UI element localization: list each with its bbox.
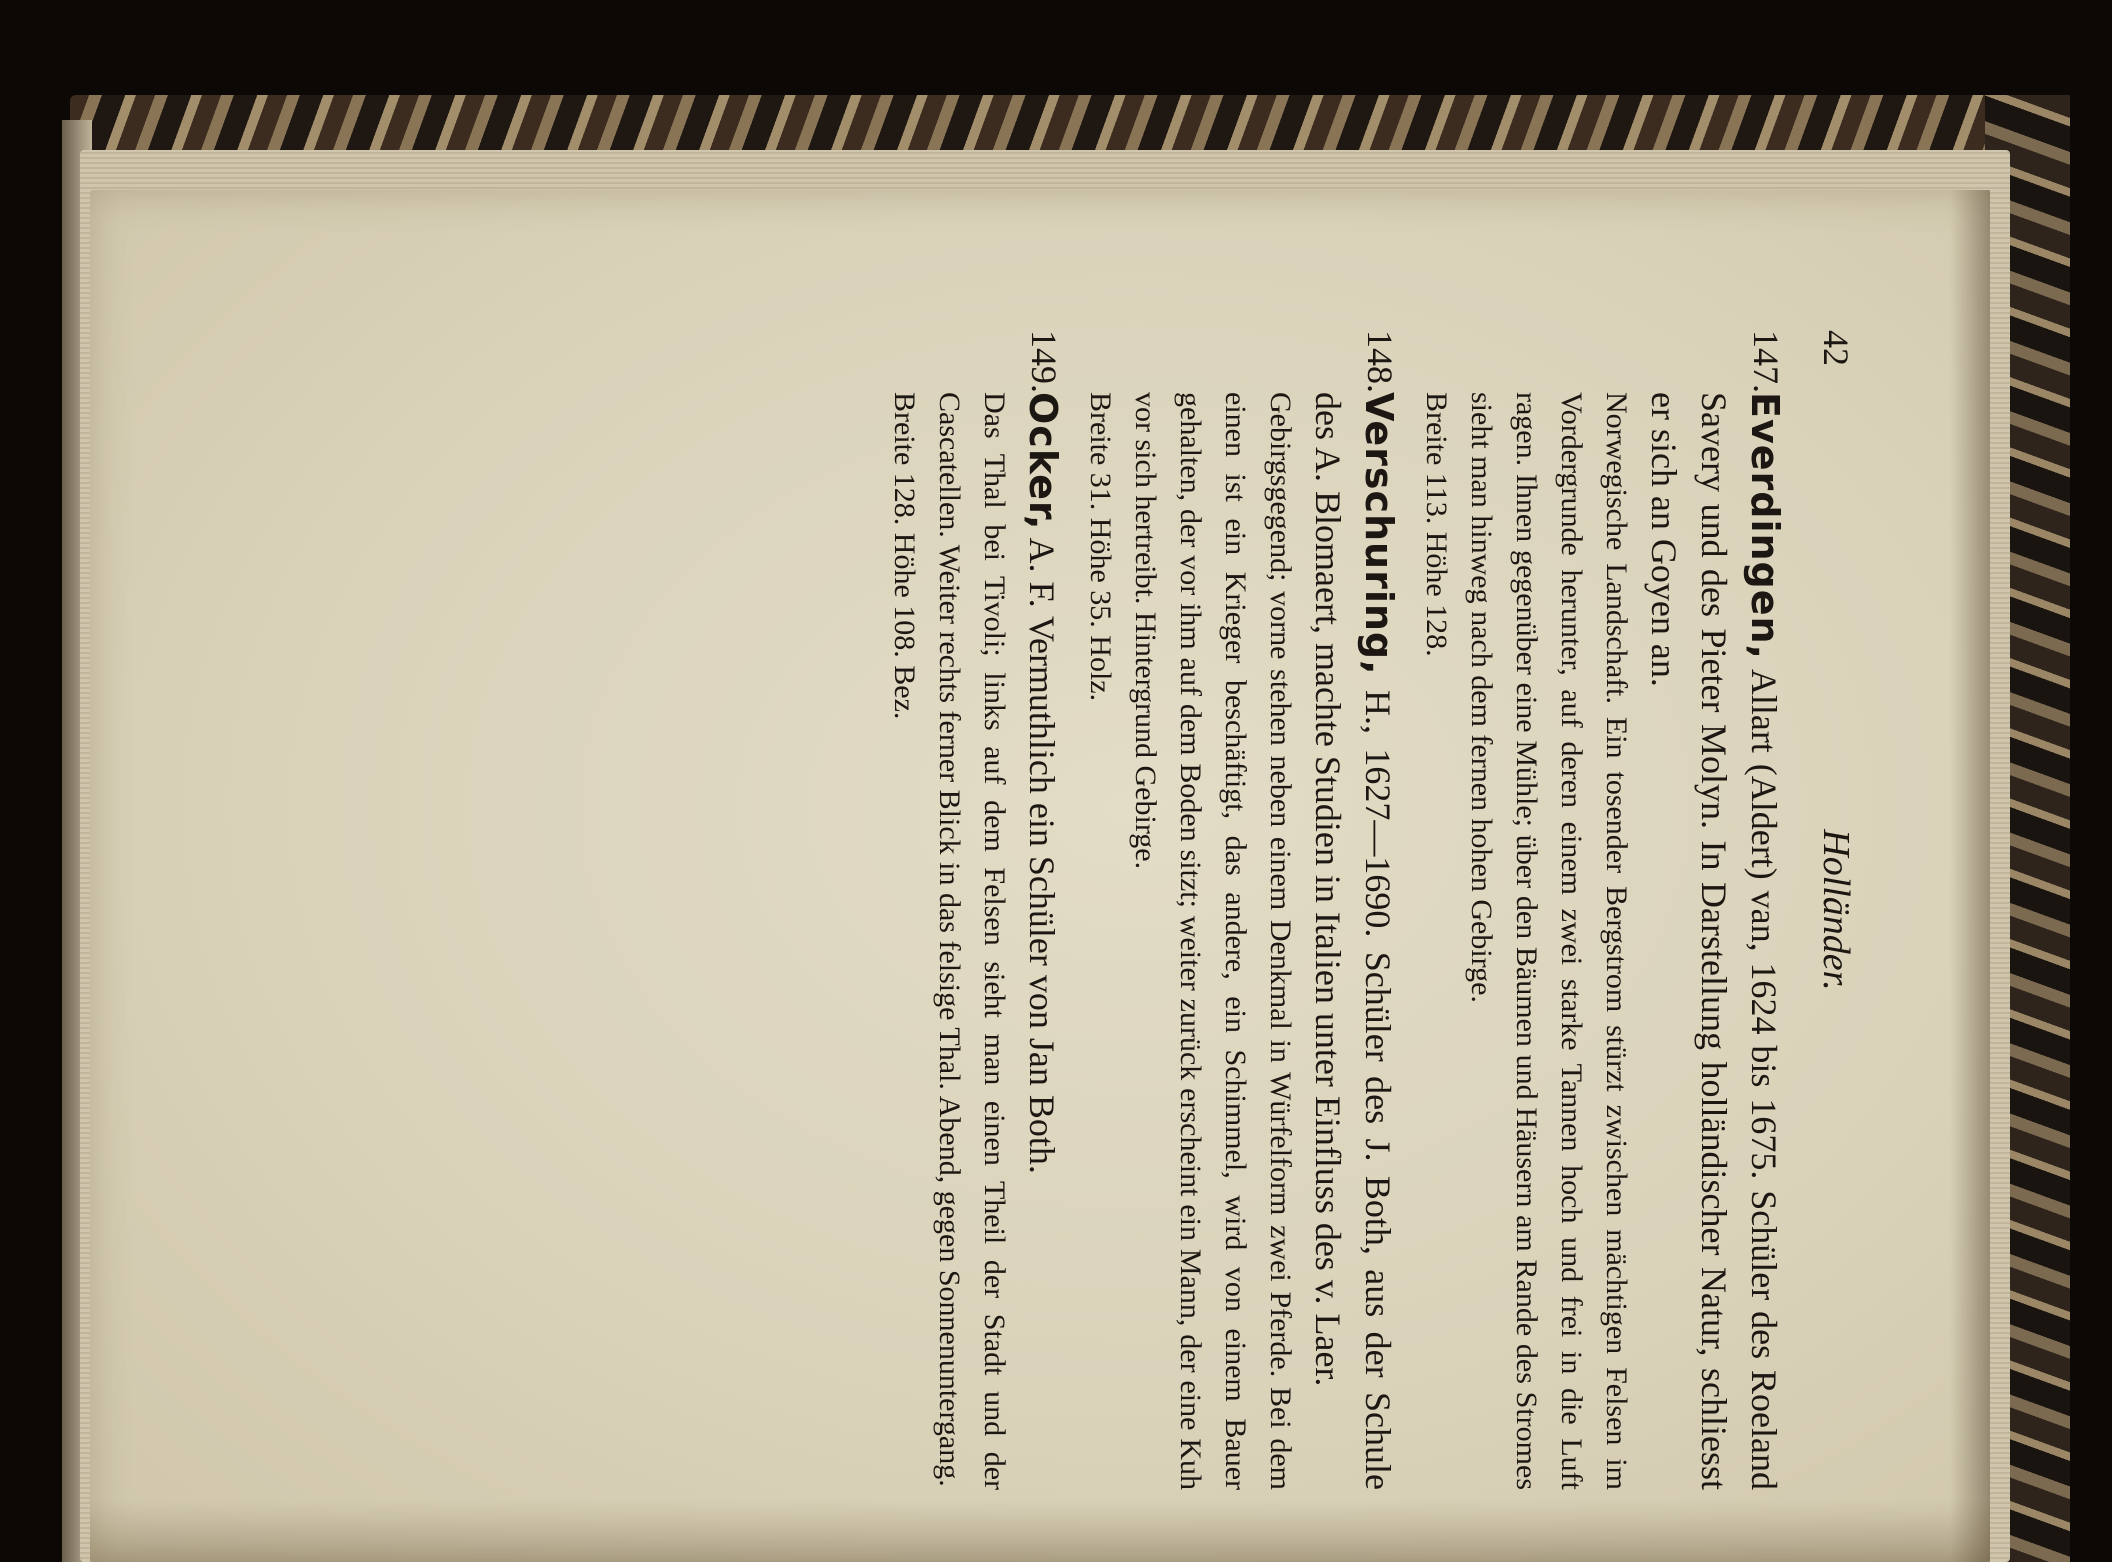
painting-measurements: Breite 128. Höhe 108. Bez. xyxy=(888,392,921,720)
catalog-entry-148 xyxy=(1078,330,1404,1490)
running-title: Holländer. xyxy=(1815,829,1857,991)
entry-number: 147. xyxy=(1746,330,1786,393)
entry-number: 148. xyxy=(1360,330,1400,393)
page-bottom-fold xyxy=(90,1500,1990,1562)
artist-name: Verschuring, xyxy=(1357,392,1401,676)
artist-bio: H., 1627—1690. Schüler des J. Both, aus der Schule des A. Blomaert, machte Studien in Italien unter Einfluss des v. Laer. xyxy=(1308,392,1398,1490)
rotated-page-text xyxy=(320,330,1860,1490)
entry-heading xyxy=(1303,392,1404,1490)
page-number: 42 xyxy=(1816,330,1856,366)
entry-heading xyxy=(1017,392,1068,1490)
entry-heading xyxy=(1639,392,1790,1490)
page-header xyxy=(1790,330,1860,1490)
artist-bio: A. F. Vermuthlich ein Schüler von Jan Both. xyxy=(1022,530,1062,1174)
painting-description: Das Thal bei Tivoli; links auf dem Felsen sieht man einen Theil der Stadt und der Cascatellen. Weiter rechts ferner Blick in das felsige Thal. Abend, gegen Sonnenuntergang. xyxy=(933,392,1011,1490)
page-edge-shadow xyxy=(1950,190,1990,1562)
entry-number: 149. xyxy=(1024,330,1064,393)
artist-bio: Allart (Aldert) van, 1624 bis 1675. Schüler des Roeland Savery und des Pieter Molyn. In Darstellung holländischer Natur, schliesst er sich an Goyen an. xyxy=(1644,392,1784,1490)
painting-measurements: Breite 31. Höhe 35. Holz. xyxy=(1084,392,1117,702)
painting-measurements: Breite 113. Höhe 128. xyxy=(1420,392,1453,657)
artist-name: Everdingen, xyxy=(1743,392,1787,660)
catalog-entry-149 xyxy=(882,330,1068,1490)
painting-description: Gebirgsgegend; vorne stehen neben einem Denkmal in Würfelform zwei Pferde. Bei dem einen ist ein Krieger beschäftigt, das andere, ein Schimmel, wird von einem Bauer gehalten, der vor ihm auf dem Boden sitzt; weiter zurück erscheint ein Mann, der eine Kuh vor sich hertreibt. Hintergrund Gebirge. xyxy=(1129,392,1297,1490)
artist-name: Ocker, xyxy=(1021,392,1065,531)
painting-description: Norwegische Landschaft. Ein tosender Bergstrom stürzt zwischen mächtigen Felsen im Vordergrunde herunter, auf deren einem zwei starke Tannen hoch und frei in die Luft ragen. Ihnen gegenüber eine Mühle; über den Bäumen und Häusern am Rande des Stromes sieht man hinweg nach dem fernen hohen Gebirge. xyxy=(1465,392,1633,1490)
catalog-entry-147 xyxy=(1414,330,1790,1490)
